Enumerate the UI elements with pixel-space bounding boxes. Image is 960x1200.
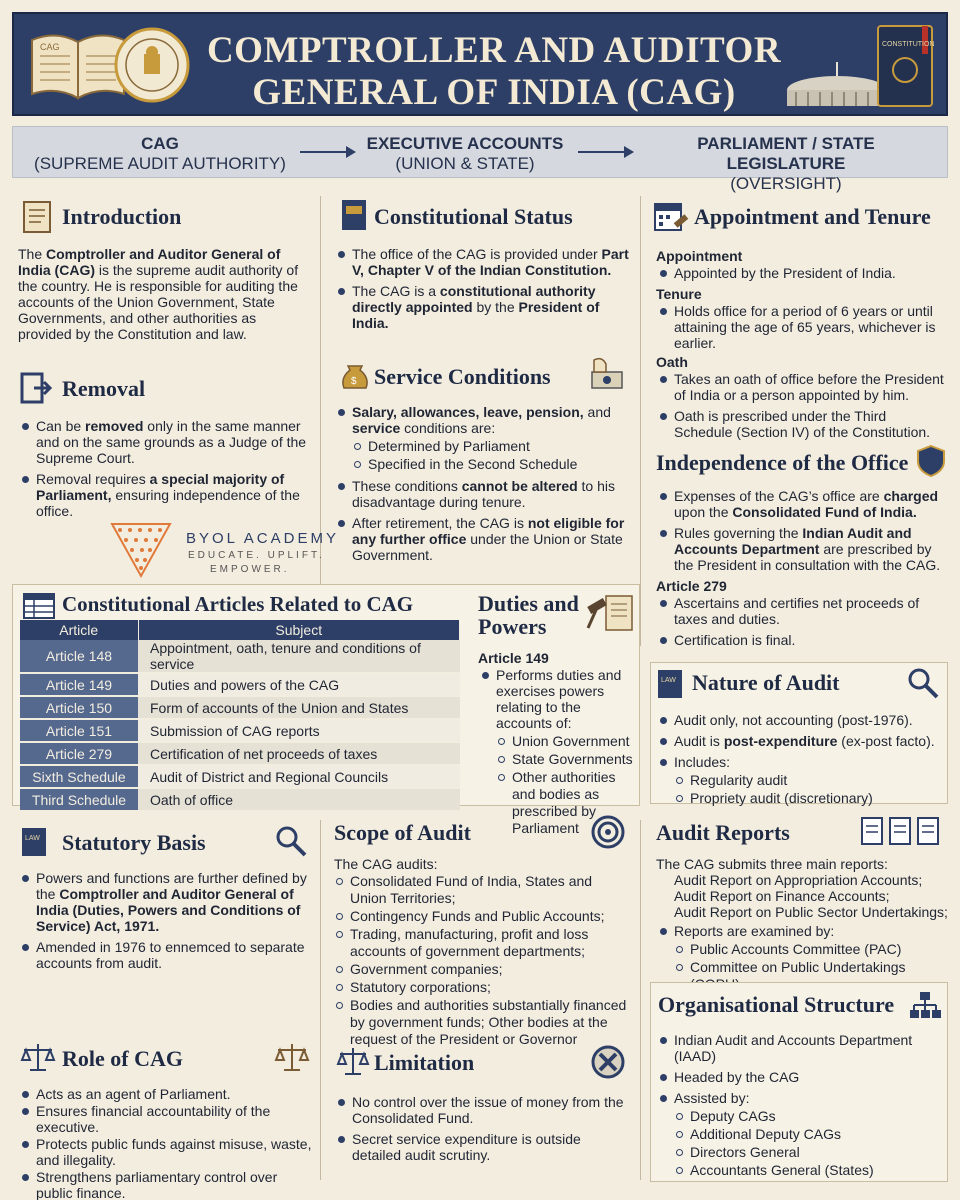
- calendar-gavel-icon: [652, 198, 690, 236]
- reports-icon: [860, 814, 940, 846]
- arrow-right-icon: [298, 142, 358, 162]
- article-cell: Third Schedule: [20, 788, 138, 811]
- service-conditions-list: [334, 404, 632, 568]
- cag-seal-icon: [114, 22, 190, 108]
- sub-list-item: Specified in the Second Schedule: [352, 456, 632, 473]
- byol-logo-icon: [110, 518, 172, 580]
- list-item: The CAG is a constitutional authority directly appointed by the President of India.: [334, 283, 632, 331]
- shield-icon: [916, 444, 946, 478]
- exit-door-icon: [18, 370, 54, 406]
- subheading: Article 149: [478, 650, 549, 666]
- target-icon: [590, 814, 626, 850]
- scope-content: [334, 856, 632, 1049]
- subheading: Oath: [656, 354, 688, 370]
- magnifier-icon: [274, 824, 308, 858]
- money-bag-icon: [338, 356, 372, 392]
- section-title-constitutional-status: Constitutional Status: [374, 204, 573, 229]
- constitution-book-icon: [874, 24, 938, 110]
- section-title-articles: Constitutional Articles Related to CAG: [62, 592, 414, 616]
- sub-list-item: Committee on Public Undertakings: [674, 959, 948, 993]
- sub-list-item: Bodies and authorities substantially financed by government funds; Other bodies at the request of the President or Governor: [334, 997, 632, 1048]
- list-item: Takes an oath of office before the President of India or a person appointed by him.: [656, 371, 948, 403]
- section-title-scope: Scope of Audit: [334, 820, 471, 845]
- list-item: Appointed by the President of India.: [656, 265, 948, 281]
- section-title-statutory: Statutory Basis: [62, 830, 206, 855]
- subject-cell: Duties and powers of the CAG: [138, 673, 460, 696]
- sub-list-item: Additional Deputy CAGs: [674, 1126, 942, 1143]
- section-title-removal: Removal: [62, 376, 146, 401]
- section-title-role: Role of CAG: [62, 1046, 183, 1071]
- table-header: Subject: [138, 620, 460, 640]
- list-item: Salary, allowances, leave, pension, and service conditions are: Determined by Parliament Specified in the Second Schedule: [334, 404, 632, 473]
- flow-step-parliament: PARLIAMENT / STATE LEGISLATURE (OVERSIGHT): [697, 134, 875, 193]
- column-divider: [640, 196, 641, 646]
- constitutional-status-list: [334, 246, 632, 336]
- svg-text:LAW: LAW: [661, 677, 676, 684]
- section-title-appointment-tenure: Appointment and Tenure: [694, 204, 931, 229]
- section-title-nature-audit: Nature of Audit: [692, 670, 840, 695]
- sub-list-item: Accountants General (States): [674, 1162, 942, 1179]
- section-title-org: Organisational Structure: [658, 992, 895, 1017]
- subject-cell: Oath of office: [138, 788, 460, 811]
- list-item: Amended in 1976 to ennemced to separate accounts from audit.: [18, 939, 308, 971]
- table-grid-icon: [22, 592, 56, 620]
- law-book-icon: [656, 668, 684, 700]
- sub-list-item: State Governments: [496, 751, 636, 768]
- role-list: [18, 1086, 314, 1200]
- header-banner: [12, 12, 948, 116]
- table-row: [20, 742, 460, 765]
- list-item: Can be removed only in the same manner and on the same grounds as a Judge of the Supreme Court.: [18, 418, 310, 466]
- cash-scroll-icon: [586, 356, 626, 392]
- arrow-right-icon: [576, 142, 636, 162]
- subheading: Article 279: [656, 578, 727, 594]
- svg-text:CONSTITUTION: CONSTITUTION: [882, 41, 935, 48]
- scroll-document-icon: [18, 198, 56, 236]
- sub-list-item: Deputy CAGs: [674, 1108, 942, 1125]
- section-title-service-conditions: Service Conditions: [374, 364, 551, 389]
- page-title: COMPTROLLER AND AUDITOR GENERAL OF INDIA (CAG): [206, 30, 782, 113]
- flow-step-cag: CAG (SUPREME AUDIT AUTHORITY): [34, 134, 286, 173]
- list-item: After retirement, the CAG is not eligible for any further office under the Union or State Government.: [334, 515, 632, 563]
- list-item: The office of the CAG is provided under Part V, Chapter V of the Indian Constitution.: [334, 246, 632, 278]
- removal-list: [18, 418, 310, 524]
- brand-tagline: EDUCATE. UPLIFT.: [188, 550, 325, 561]
- list-item: Ensures financial accountability of the executive.: [18, 1103, 314, 1135]
- list-item: Acts as an agent of Parliament.: [18, 1086, 314, 1102]
- scope-intro: The CAG audits:: [334, 856, 438, 872]
- subheading: Tenure: [656, 286, 702, 302]
- section-title-introduction: Introduction: [62, 204, 182, 229]
- law-book-icon: [20, 826, 48, 858]
- scales-icon: [20, 1042, 56, 1072]
- reports-content: [656, 856, 948, 998]
- subject-cell: Certification of net proceeds of taxes: [138, 742, 460, 765]
- section-title-limitation: Limitation: [374, 1050, 475, 1075]
- section-title-reports: Audit Reports: [656, 820, 790, 845]
- subheading: Appointment: [656, 248, 743, 264]
- duties-content: [478, 648, 636, 842]
- scales-icon: [336, 1046, 370, 1076]
- sub-list-item: Public Accounts Committee (PAC): [674, 941, 948, 958]
- nature-audit-content: [656, 712, 942, 812]
- column-divider: [320, 196, 321, 586]
- subject-cell: Submission of CAG reports: [138, 719, 460, 742]
- section-title-independence: Independence of the Office: [656, 450, 909, 475]
- sub-list-item: Union Government: [496, 733, 636, 750]
- article-cell: Sixth Schedule: [20, 765, 138, 788]
- list-item: These conditions cannot be altered to his disadvantage during tenure.: [334, 478, 632, 510]
- list-item: Removal requires a special majority of Parliament, ensuring independence of the office.: [18, 471, 310, 519]
- list-item: Oath is prescribed under the Third Schedule (Section IV) of the Constitution.: [656, 408, 948, 440]
- appointment-tenure-content: [656, 246, 948, 445]
- list-item: Powers and functions are further defined by the Comptroller and Auditor General of India (Duties, Powers and Conditions of Service) Act, 1971.: [18, 870, 308, 934]
- svg-text:CAG: CAG: [40, 42, 60, 52]
- table-row: [20, 765, 460, 788]
- svg-text:LAW: LAW: [25, 835, 40, 842]
- column-divider: [320, 820, 321, 1180]
- brand-name: BYOL ACADEMY: [186, 530, 339, 547]
- table-row: [20, 673, 460, 696]
- list-item: Expenses of the CAG’s office are charged upon the Consolidated Fund of India.: [656, 488, 948, 520]
- table-row: [20, 719, 460, 742]
- table-row: [20, 640, 460, 673]
- table-row: [20, 696, 460, 719]
- articles-table: [20, 620, 460, 812]
- subject-cell: Form of accounts of the Union and States: [138, 696, 460, 719]
- list-item: Indian Audit and Accounts Department (IAAD): [656, 1032, 942, 1064]
- scales-icon: [274, 1042, 310, 1072]
- sub-list-item: Propriety audit (discretionary): [674, 790, 942, 807]
- report-line: Audit Report on Finance Accounts;: [674, 888, 890, 904]
- table-header: Article: [20, 620, 138, 640]
- report-line: Audit Report on Appropriation Accounts;: [674, 872, 923, 888]
- magnifier-icon: [906, 666, 940, 700]
- list-item: Reports are examined by: Public Accounts Committee (PAC) Committee on Public Undertakings: [656, 923, 948, 993]
- statutory-list: [18, 870, 308, 976]
- table-row: [20, 788, 460, 811]
- list-item: Holds office for a period of 6 years or until attaining the age of 65 years, whichever is earlier.: [656, 303, 948, 351]
- article-cell: Article 151: [20, 719, 138, 742]
- limitation-list: [334, 1094, 632, 1168]
- list-item: Protects public funds against misuse, waste, and illegality.: [18, 1136, 314, 1168]
- article-cell: Article 279: [20, 742, 138, 765]
- sub-list-item: Contingency Funds and Public Accounts;: [334, 908, 632, 925]
- article-cell: Article 148: [20, 640, 138, 673]
- gavel-document-icon: [584, 594, 636, 634]
- flow-step-executive: EXECUTIVE ACCOUNTS (UNION & STATE): [366, 134, 564, 173]
- brand-tagline: EMPOWER.: [210, 564, 290, 575]
- report-line: Audit Report on Public Sector Undertakings;: [674, 904, 948, 920]
- sub-list-item: Other authorities and bodies as prescribed by Parliament: [496, 769, 636, 837]
- introduction-text: The Comptroller and Auditor General of India (CAG) is the supreme audit authority of the country. He is responsible for auditing the accounts of the Union Government, State Governments, and other authorities as provided by the Constitution and law.: [18, 246, 299, 342]
- sub-list-item: Statutory corporations;: [334, 979, 632, 996]
- sub-list-item: Trading, manufacturing, profit and loss accounts of government departments;: [334, 926, 632, 960]
- independence-content: [656, 488, 948, 653]
- list-item: Assisted by: Deputy CAGs Additional Deputy CAGs Directors General Accountants General (States): [656, 1090, 942, 1179]
- section-title-duties: Duties and Powers: [478, 591, 579, 639]
- sub-list-item: Consolidated Fund of India, States and Union Territories;: [334, 873, 632, 907]
- sub-list-item: Determined by Parliament: [352, 438, 632, 455]
- list-item: Performs duties and exercises powers relating to the accounts of: Union Government State Governments Other authorities and bodies as prescribed by Parliament: [478, 667, 636, 837]
- list-item: Ascertains and certifies net proceeds of taxes and duties.: [656, 595, 948, 627]
- sub-list-item: Government companies;: [334, 961, 632, 978]
- org-chart-icon: [908, 990, 942, 1020]
- column-divider: [640, 820, 641, 1180]
- sub-list-item: Regularity audit: [674, 772, 942, 789]
- reports-intro: The CAG submits three main reports:: [656, 856, 888, 872]
- list-item: Certification is final.: [656, 632, 948, 648]
- org-content: [656, 1032, 942, 1184]
- list-item: No control over the issue of money from the Consolidated Fund.: [334, 1094, 632, 1126]
- list-item: Headed by the CAG: [656, 1069, 942, 1085]
- list-item: Audit is post-expenditure (ex-post facto).: [656, 733, 942, 749]
- article-cell: Article 150: [20, 696, 138, 719]
- list-item: Rules governing the Indian Audit and Accounts Department are prescribed by the President in consultation with the CAG.: [656, 525, 948, 573]
- list-item: Strengthens parliamentary control over public finance.: [18, 1169, 314, 1200]
- sub-list-item: Directors General: [674, 1144, 942, 1161]
- prohibited-icon: [590, 1044, 626, 1080]
- subject-cell: Audit of District and Regional Councils: [138, 765, 460, 788]
- list-item: Includes: Regularity audit Propriety audit (discretionary): [656, 754, 942, 807]
- open-book-icon: [28, 28, 128, 102]
- law-book-icon: [338, 198, 370, 234]
- svg-text:$: $: [351, 376, 357, 387]
- list-item: Audit only, not accounting (post-1976).: [656, 712, 942, 728]
- subject-cell: Appointment, oath, tenure and conditions of service: [138, 640, 460, 673]
- list-item: Secret service expenditure is outside detailed audit scrutiny.: [334, 1131, 632, 1163]
- article-cell: Article 149: [20, 673, 138, 696]
